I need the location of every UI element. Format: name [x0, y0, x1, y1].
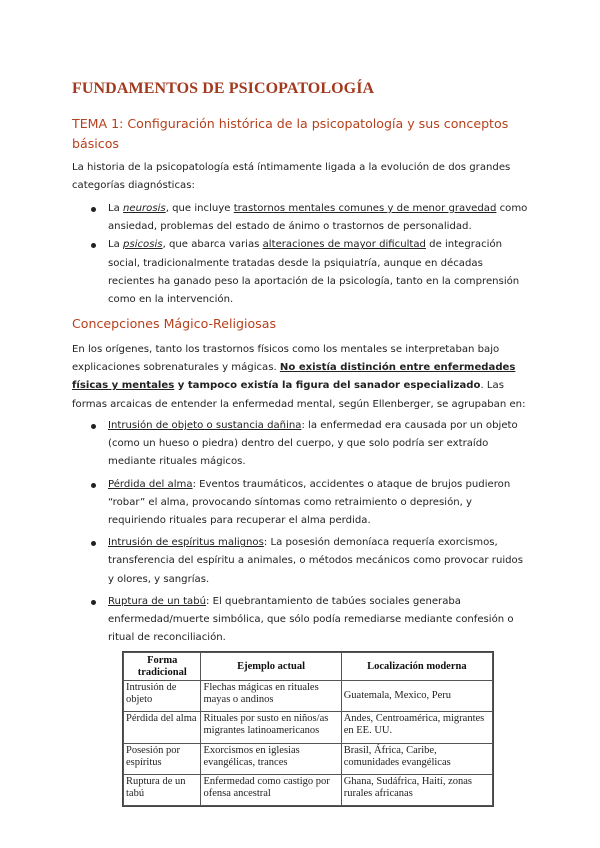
list-item	[91, 417, 525, 472]
bullet-text: : El quebrantamiento de tabúes sociales generaba enfermedad/muerte simbólica, que sólo podía remediarse mediante confesión o ritual de reconciliación.	[108, 595, 514, 644]
table-header-row	[124, 653, 493, 681]
key-phrase: Pérdida del alma	[108, 478, 193, 490]
table-row	[124, 774, 493, 805]
table-cell: Exorcismos en iglesias evangélicas, trances	[201, 743, 341, 774]
list-item	[91, 476, 525, 531]
bullet-text: , que incluye	[165, 203, 234, 214]
table-cell: Guatemala, Mexico, Peru	[341, 681, 492, 712]
table-cell: Intrusión de objeto	[124, 681, 201, 712]
bullet-text: : Eventos traumáticos, accidentes o ataque de brujos pudieron “robar” el alma, provocando síntomas como retraimiento o depresión, y requiriendo rituales para recuperar el alma perdida.	[108, 478, 511, 527]
bullet-text: , que abarca varias	[162, 239, 263, 251]
list-item	[91, 534, 525, 589]
table-row	[124, 743, 493, 774]
bullet-text: como ansiedad, problemas del estado de ánimo o trastornos de personalidad.	[108, 203, 528, 233]
key-phrase: alteraciones de mayor dificultad	[262, 239, 426, 251]
column-header: Forma tradicional	[124, 653, 201, 681]
section1-bullet-list	[91, 200, 529, 309]
section1-heading: TEMA 1: Configuración histórica de la psicopatología y sus conceptos básicos	[72, 116, 509, 151]
column-header: Ejemplo actual	[201, 653, 341, 681]
key-phrase: trastornos mentales comunes y de menor gravedad	[233, 203, 497, 214]
key-phrase: Intrusión de objeto o sustancia dañina	[108, 420, 302, 431]
section2-bullet-list	[91, 417, 525, 647]
section2-heading: Concepciones Mágico-Religiosas	[72, 316, 277, 331]
bold-phrase: y tampoco existía la figura del sanador especializado	[174, 380, 481, 392]
term-neurosis: neurosis	[123, 203, 166, 214]
table-cell: Posesión por espíritus	[124, 743, 201, 774]
table-cell: Andes, Centroamérica, migrantes en EE. UU.	[341, 712, 492, 743]
table-cell: Brasil, África, Caribe, comunidades evangélicas	[341, 743, 492, 774]
key-phrase: No existía distinción entre enfermedades físicas y mentales	[72, 362, 516, 392]
table-cell: Ghana, Sudáfrica, Haití, zonas rurales africanas	[341, 774, 492, 805]
bullet-text: La	[108, 203, 124, 214]
section2-paragraph	[72, 341, 528, 414]
document-title: FUNDAMENTOS DE PSICOPATOLOGÍA	[72, 80, 375, 97]
table-cell: Flechas mágicas en rituales mayas o andinos	[201, 681, 341, 712]
bullet-text: : la enfermedad era causada por un objeto (como un hueso o piedra) dentro del cuerpo, y que solo podría ser extraído mediante rituales mágicos.	[108, 420, 518, 468]
section1-intro: La historia de la psicopatología está íntimamente ligada a la evolución de dos grandes categorías diagnósticas:	[72, 162, 511, 192]
paragraph-text: . Las formas arcaicas de entender la enfermedad mental, según Ellenberger, se agrupaban en:	[72, 380, 526, 410]
bullet-text: : La posesión demoníaca requería exorcismos, transferencia del espíritu a animales, o métodos mecánicos como provocar ruidos y olores, y sangrías.	[108, 537, 523, 585]
table-row	[124, 712, 493, 743]
key-phrase: Ruptura de un tabú	[108, 595, 207, 607]
table-row	[124, 681, 493, 712]
list-item	[91, 236, 529, 309]
table-cell: Enfermedad como castigo por ofensa ancestral	[201, 774, 341, 805]
bullet-text: La	[108, 239, 124, 251]
list-item	[91, 593, 525, 648]
table-cell: Pérdida del alma	[124, 712, 201, 743]
list-item	[91, 200, 529, 236]
paragraph-text: En los orígenes, tanto los trastornos físicos como los mentales se interpretaban bajo explicaciones sobrenaturales y mágicas.	[72, 344, 500, 374]
column-header: Localización moderna	[341, 653, 492, 681]
bullet-text: de integración social, tradicionalmente tratadas desde la psiquiatría, aunque en décadas recientes ha ganado peso la aportación de la psicología, tanto en la comprensión como en la intervención.	[108, 239, 520, 306]
traditional-forms-table	[122, 651, 494, 807]
key-phrase: Intrusión de espíritus malignos	[108, 537, 264, 549]
table-cell: Rituales por susto en niños/as migrantes latinoamericanos	[201, 712, 341, 743]
term-psicosis: psicosis	[123, 239, 163, 251]
table-cell: Ruptura de un tabú	[124, 774, 201, 805]
